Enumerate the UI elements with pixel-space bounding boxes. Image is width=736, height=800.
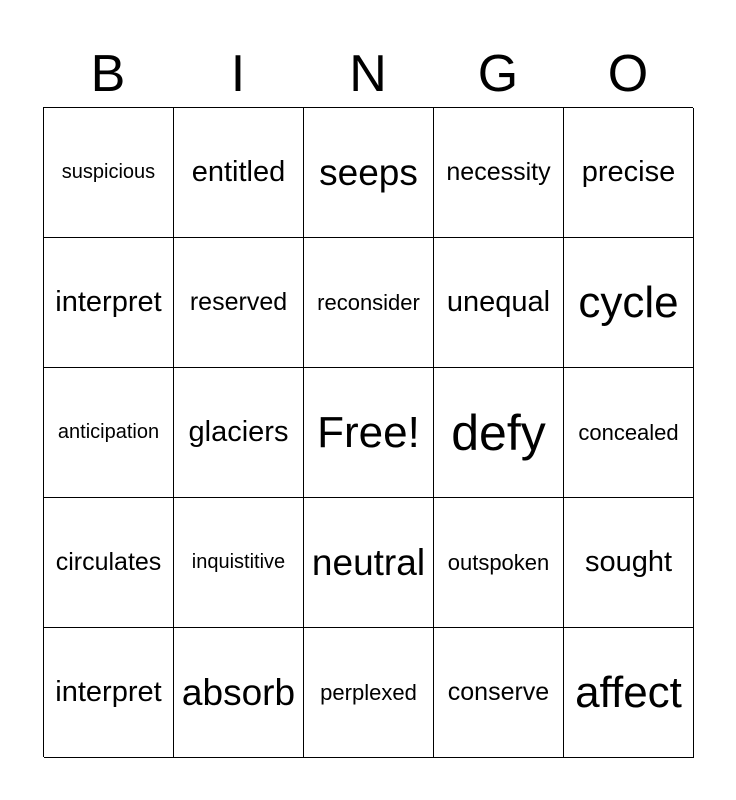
bingo-cell[interactable]: suspicious — [44, 108, 174, 238]
bingo-cell[interactable]: precise — [564, 108, 694, 238]
bingo-header — [43, 40, 693, 108]
header-letter-i: I — [230, 45, 246, 103]
bingo-cell[interactable]: interpret — [44, 628, 174, 758]
bingo-cell[interactable]: anticipation — [44, 368, 174, 498]
bingo-cell[interactable]: neutral — [304, 498, 434, 628]
bingo-board — [43, 107, 693, 757]
bingo-cell[interactable]: affect — [564, 628, 694, 758]
bingo-cell[interactable]: perplexed — [304, 628, 434, 758]
bingo-cell[interactable]: cycle — [564, 238, 694, 368]
bingo-cell[interactable]: circulates — [44, 498, 174, 628]
free-space-cell[interactable]: Free! — [304, 368, 434, 498]
bingo-cell[interactable]: reconsider — [304, 238, 434, 368]
bingo-cell[interactable]: absorb — [174, 628, 304, 758]
header-letter-b: B — [90, 45, 126, 103]
bingo-cell[interactable]: unequal — [434, 238, 564, 368]
bingo-cell[interactable]: interpret — [44, 238, 174, 368]
bingo-cell[interactable]: conserve — [434, 628, 564, 758]
bingo-cell[interactable]: concealed — [564, 368, 694, 498]
bingo-cell[interactable]: entitled — [174, 108, 304, 238]
bingo-cell[interactable]: reserved — [174, 238, 304, 368]
bingo-cell[interactable]: inquistitive — [174, 498, 304, 628]
bingo-cell[interactable]: defy — [434, 368, 564, 498]
header-letter-g: G — [477, 45, 519, 103]
header-letter-o: O — [607, 45, 649, 103]
header-letter-n: N — [349, 45, 387, 103]
bingo-cell[interactable]: necessity — [434, 108, 564, 238]
bingo-cell[interactable]: outspoken — [434, 498, 564, 628]
bingo-cell[interactable]: seeps — [304, 108, 434, 238]
bingo-cell[interactable]: sought — [564, 498, 694, 628]
bingo-cell[interactable]: glaciers — [174, 368, 304, 498]
